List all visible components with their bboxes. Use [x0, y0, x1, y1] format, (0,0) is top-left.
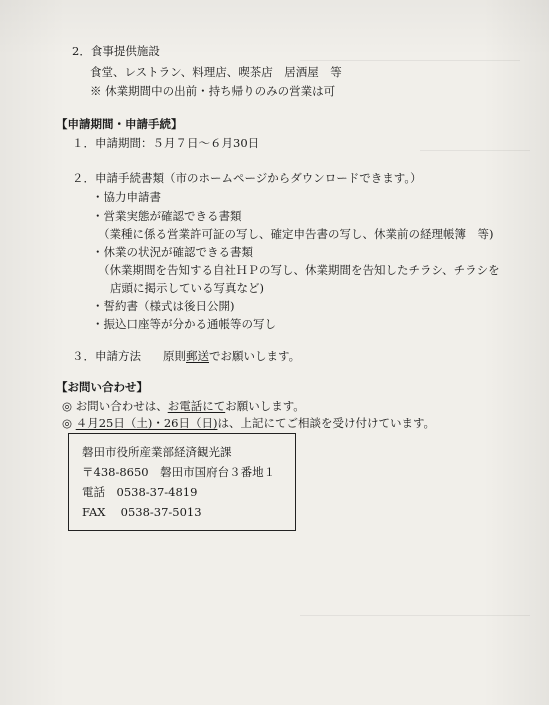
contact-l2-post: は、上記にてご相談を受け付けています。	[217, 416, 436, 430]
office-fax: FAX 0538-37-5013	[82, 505, 202, 519]
document-item: ・営業実態が確認できる書類	[92, 209, 242, 223]
application-heading: 【申請期間・申請手続】	[56, 117, 183, 131]
document-item: ・振込口座等が分かる通帳等の写し	[92, 317, 276, 331]
application-period: １．申請期間：５月７日～６月30日	[72, 136, 260, 150]
contact-l1-post: お願いします。	[225, 399, 305, 413]
office-phone: 電話 0538-37-4819	[82, 485, 198, 499]
food-facility-types: 食堂、レストラン、料理店、喫茶店 居酒屋 等	[90, 65, 342, 79]
takeout-note: ※ 休業期間中の出前・持ち帰りのみの営業は可	[90, 84, 336, 98]
office-name: 磐田市役所産業部経済観光課	[82, 445, 232, 459]
document-item: ・誓約書（様式は後日公開)	[92, 299, 235, 313]
document-detail: （休業期間を告知する自社ＨＰの写し、休業期間を告知したチラシ、チラシを	[98, 263, 500, 277]
contact-l2-dates: ４月25日（土)・26日（日)	[75, 416, 218, 430]
method-mail: 郵送	[186, 349, 209, 363]
method-pre: 原則	[163, 349, 186, 363]
application-method	[72, 349, 300, 364]
section-2-title: 2．食事提供施設	[72, 44, 160, 58]
bleed-through-line	[420, 150, 530, 151]
office-address: 〒438-8650 磐田市国府台３番地１	[82, 465, 276, 479]
document-item: ・協力申請書	[92, 190, 161, 204]
contact-l1-pre: ◎ お問い合わせは、	[62, 399, 168, 413]
contact-heading: 【お問い合わせ】	[56, 380, 148, 394]
contact-line-1	[62, 399, 305, 414]
contact-line-2	[62, 416, 435, 431]
contact-l1-phone: お電話にて	[167, 399, 226, 413]
method-label: ３．申請方法	[72, 349, 141, 363]
documents-title: ２．申請手続書類（市のホームページからダウンロードできます。）	[72, 171, 422, 185]
document-detail: 店頭に掲示している写真など)	[110, 281, 264, 295]
method-post: でお願いします。	[209, 349, 301, 363]
bleed-through-line	[300, 615, 530, 616]
document-detail: （業種に係る営業許可証の写し、確定申告書の写し、休業前の経理帳簿 等)	[98, 227, 494, 241]
contact-l2-pre: ◎	[62, 416, 76, 430]
bleed-through-line	[300, 60, 520, 61]
document-item: ・休業の状況が確認できる書類	[92, 245, 253, 259]
